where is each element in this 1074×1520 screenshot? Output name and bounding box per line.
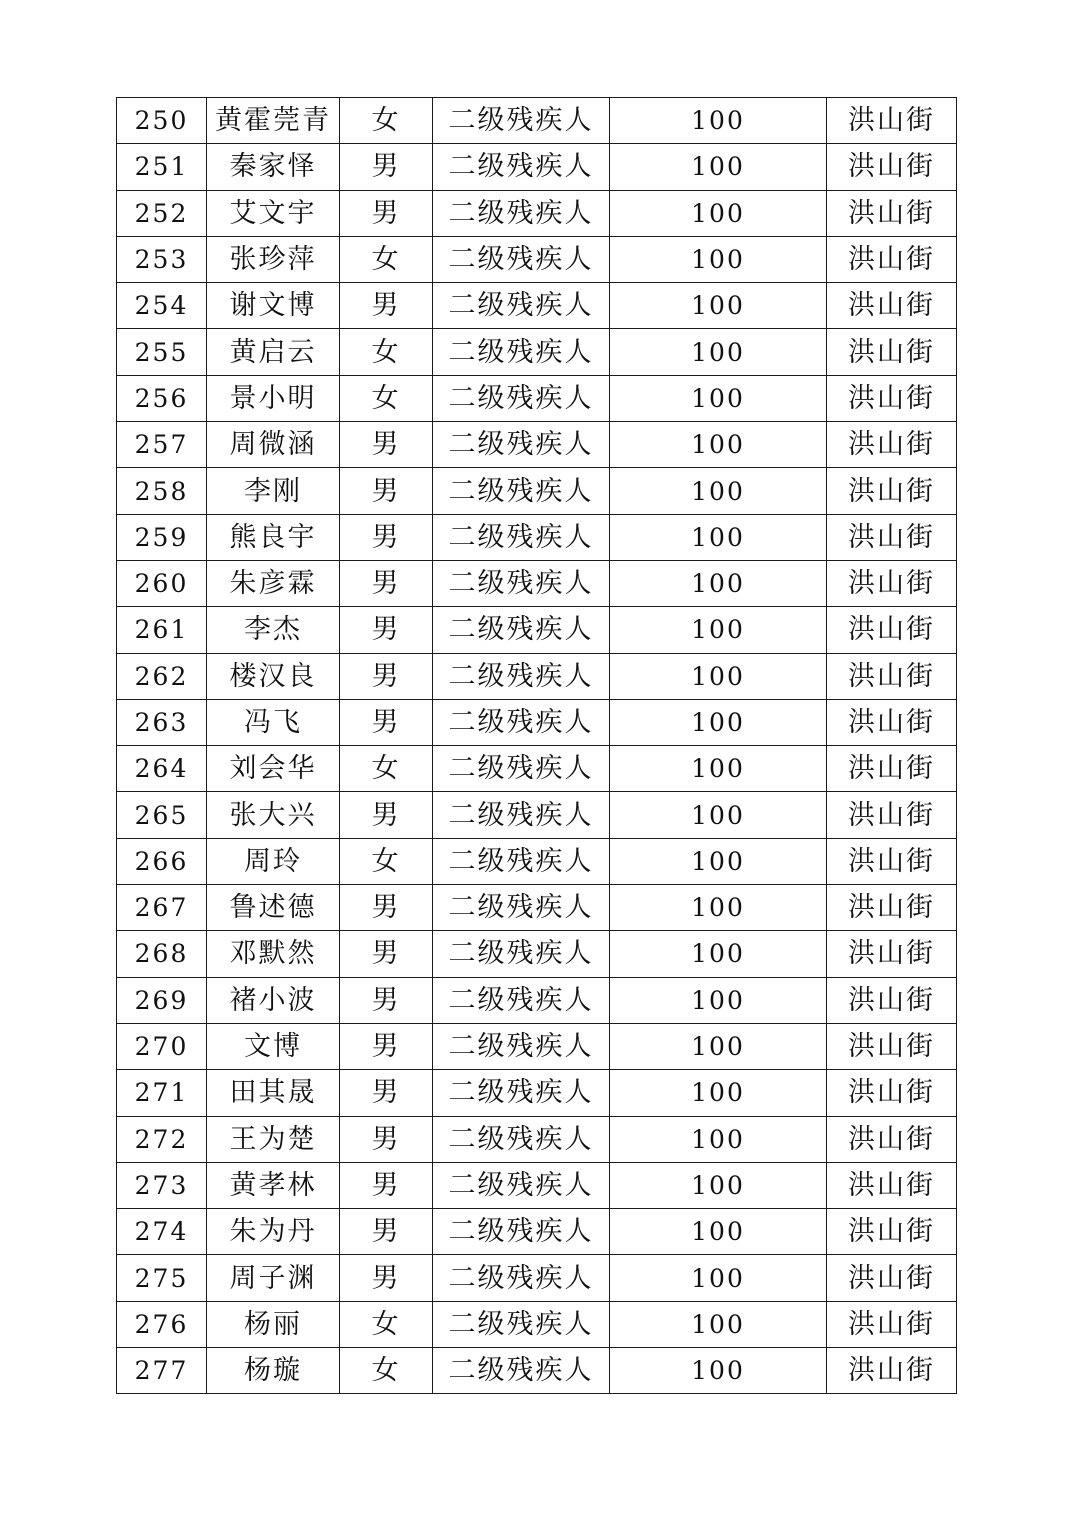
name-cell: 杨璇 <box>207 1348 340 1394</box>
table-row <box>117 1162 957 1208</box>
gender-cell: 男 <box>340 1255 433 1301</box>
name-cell: 朱彦霖 <box>207 560 340 606</box>
table-row <box>117 1070 957 1116</box>
name-cell: 李刚 <box>207 468 340 514</box>
table-row <box>117 653 957 699</box>
table-row <box>117 236 957 282</box>
row-number-cell: 277 <box>117 1348 207 1394</box>
table-row <box>117 699 957 745</box>
table-row <box>117 283 957 329</box>
table-row <box>117 1301 957 1347</box>
name-cell: 熊良宇 <box>207 514 340 560</box>
gender-cell: 女 <box>340 329 433 375</box>
disability-category-cell: 二级残疾人 <box>433 746 610 792</box>
table-row <box>117 1116 957 1162</box>
amount-cell: 100 <box>610 792 827 838</box>
row-number-cell: 253 <box>117 236 207 282</box>
street-cell: 洪山街 <box>827 144 957 190</box>
row-number-cell: 275 <box>117 1255 207 1301</box>
row-number-cell: 263 <box>117 699 207 745</box>
gender-cell: 男 <box>340 885 433 931</box>
row-number-cell: 250 <box>117 98 207 144</box>
table-row <box>117 838 957 884</box>
street-cell: 洪山街 <box>827 746 957 792</box>
gender-cell: 男 <box>340 1070 433 1116</box>
disability-category-cell: 二级残疾人 <box>433 1348 610 1394</box>
name-cell: 褚小波 <box>207 977 340 1023</box>
amount-cell: 100 <box>610 375 827 421</box>
amount-cell: 100 <box>610 1070 827 1116</box>
gender-cell: 男 <box>340 931 433 977</box>
gender-cell: 女 <box>340 375 433 421</box>
disability-category-cell: 二级残疾人 <box>433 1116 610 1162</box>
table-row <box>117 977 957 1023</box>
table-row <box>117 144 957 190</box>
table-row <box>117 375 957 421</box>
gender-cell: 女 <box>340 838 433 884</box>
street-cell: 洪山街 <box>827 329 957 375</box>
gender-cell: 男 <box>340 1023 433 1069</box>
gender-cell: 女 <box>340 236 433 282</box>
street-cell: 洪山街 <box>827 977 957 1023</box>
gender-cell: 女 <box>340 1301 433 1347</box>
name-cell: 张珍萍 <box>207 236 340 282</box>
amount-cell: 100 <box>610 977 827 1023</box>
disability-category-cell: 二级残疾人 <box>433 1070 610 1116</box>
street-cell: 洪山街 <box>827 699 957 745</box>
disability-category-cell: 二级残疾人 <box>433 699 610 745</box>
disability-category-cell: 二级残疾人 <box>433 838 610 884</box>
row-number-cell: 269 <box>117 977 207 1023</box>
amount-cell: 100 <box>610 283 827 329</box>
name-cell: 鲁述德 <box>207 885 340 931</box>
street-cell: 洪山街 <box>827 283 957 329</box>
street-cell: 洪山街 <box>827 190 957 236</box>
gender-cell: 女 <box>340 1348 433 1394</box>
street-cell: 洪山街 <box>827 1023 957 1069</box>
table-row <box>117 190 957 236</box>
row-number-cell: 257 <box>117 422 207 468</box>
amount-cell: 100 <box>610 931 827 977</box>
disability-category-cell: 二级残疾人 <box>433 977 610 1023</box>
amount-cell: 100 <box>610 98 827 144</box>
street-cell: 洪山街 <box>827 607 957 653</box>
name-cell: 谢文博 <box>207 283 340 329</box>
gender-cell: 男 <box>340 1209 433 1255</box>
row-number-cell: 266 <box>117 838 207 884</box>
name-cell: 李杰 <box>207 607 340 653</box>
disability-category-cell: 二级残疾人 <box>433 283 610 329</box>
row-number-cell: 267 <box>117 885 207 931</box>
disability-category-cell: 二级残疾人 <box>433 1023 610 1069</box>
gender-cell: 男 <box>340 977 433 1023</box>
disability-category-cell: 二级残疾人 <box>433 190 610 236</box>
table-row <box>117 746 957 792</box>
street-cell: 洪山街 <box>827 1301 957 1347</box>
amount-cell: 100 <box>610 653 827 699</box>
disability-category-cell: 二级残疾人 <box>433 375 610 421</box>
table-row <box>117 1209 957 1255</box>
amount-cell: 100 <box>610 468 827 514</box>
row-number-cell: 276 <box>117 1301 207 1347</box>
disability-category-cell: 二级残疾人 <box>433 560 610 606</box>
row-number-cell: 272 <box>117 1116 207 1162</box>
disability-category-cell: 二级残疾人 <box>433 514 610 560</box>
name-cell: 冯飞 <box>207 699 340 745</box>
disability-category-cell: 二级残疾人 <box>433 468 610 514</box>
disability-category-cell: 二级残疾人 <box>433 1301 610 1347</box>
table-row <box>117 1255 957 1301</box>
amount-cell: 100 <box>610 236 827 282</box>
disability-category-cell: 二级残疾人 <box>433 1162 610 1208</box>
disability-category-cell: 二级残疾人 <box>433 885 610 931</box>
amount-cell: 100 <box>610 190 827 236</box>
gender-cell: 男 <box>340 468 433 514</box>
street-cell: 洪山街 <box>827 1348 957 1394</box>
street-cell: 洪山街 <box>827 1070 957 1116</box>
disability-category-cell: 二级残疾人 <box>433 1255 610 1301</box>
row-number-cell: 256 <box>117 375 207 421</box>
row-number-cell: 251 <box>117 144 207 190</box>
amount-cell: 100 <box>610 560 827 606</box>
row-number-cell: 265 <box>117 792 207 838</box>
row-number-cell: 260 <box>117 560 207 606</box>
street-cell: 洪山街 <box>827 236 957 282</box>
amount-cell: 100 <box>610 838 827 884</box>
name-cell: 黄孝林 <box>207 1162 340 1208</box>
amount-cell: 100 <box>610 1023 827 1069</box>
street-cell: 洪山街 <box>827 560 957 606</box>
gender-cell: 女 <box>340 746 433 792</box>
table-row <box>117 329 957 375</box>
disability-category-cell: 二级残疾人 <box>433 653 610 699</box>
table-row <box>117 607 957 653</box>
table-row <box>117 514 957 560</box>
roster-body <box>117 98 957 1394</box>
name-cell: 周玲 <box>207 838 340 884</box>
street-cell: 洪山街 <box>827 98 957 144</box>
street-cell: 洪山街 <box>827 792 957 838</box>
row-number-cell: 264 <box>117 746 207 792</box>
gender-cell: 男 <box>340 422 433 468</box>
disability-category-cell: 二级残疾人 <box>433 144 610 190</box>
name-cell: 黄霍莞青 <box>207 98 340 144</box>
name-cell: 秦家怿 <box>207 144 340 190</box>
disability-category-cell: 二级残疾人 <box>433 931 610 977</box>
subsidy-roster-table <box>116 97 957 1394</box>
street-cell: 洪山街 <box>827 468 957 514</box>
name-cell: 景小明 <box>207 375 340 421</box>
amount-cell: 100 <box>610 1348 827 1394</box>
amount-cell: 100 <box>610 746 827 792</box>
row-number-cell: 268 <box>117 931 207 977</box>
disability-category-cell: 二级残疾人 <box>433 792 610 838</box>
row-number-cell: 258 <box>117 468 207 514</box>
gender-cell: 男 <box>340 607 433 653</box>
name-cell: 周子渊 <box>207 1255 340 1301</box>
street-cell: 洪山街 <box>827 931 957 977</box>
name-cell: 艾文宇 <box>207 190 340 236</box>
amount-cell: 100 <box>610 1301 827 1347</box>
name-cell: 楼汉良 <box>207 653 340 699</box>
amount-cell: 100 <box>610 514 827 560</box>
street-cell: 洪山街 <box>827 1255 957 1301</box>
disability-category-cell: 二级残疾人 <box>433 607 610 653</box>
row-number-cell: 262 <box>117 653 207 699</box>
gender-cell: 女 <box>340 98 433 144</box>
disability-category-cell: 二级残疾人 <box>433 422 610 468</box>
table-row <box>117 1348 957 1394</box>
amount-cell: 100 <box>610 1162 827 1208</box>
row-number-cell: 261 <box>117 607 207 653</box>
name-cell: 黄启云 <box>207 329 340 375</box>
row-number-cell: 259 <box>117 514 207 560</box>
table-row <box>117 792 957 838</box>
amount-cell: 100 <box>610 1255 827 1301</box>
amount-cell: 100 <box>610 607 827 653</box>
table-row <box>117 468 957 514</box>
gender-cell: 男 <box>340 190 433 236</box>
gender-cell: 男 <box>340 514 433 560</box>
row-number-cell: 273 <box>117 1162 207 1208</box>
disability-category-cell: 二级残疾人 <box>433 236 610 282</box>
row-number-cell: 270 <box>117 1023 207 1069</box>
gender-cell: 男 <box>340 283 433 329</box>
disability-category-cell: 二级残疾人 <box>433 1209 610 1255</box>
row-number-cell: 254 <box>117 283 207 329</box>
name-cell: 朱为丹 <box>207 1209 340 1255</box>
disability-category-cell: 二级残疾人 <box>433 329 610 375</box>
amount-cell: 100 <box>610 144 827 190</box>
gender-cell: 男 <box>340 1162 433 1208</box>
amount-cell: 100 <box>610 885 827 931</box>
gender-cell: 男 <box>340 792 433 838</box>
table-row <box>117 98 957 144</box>
amount-cell: 100 <box>610 1209 827 1255</box>
table-row <box>117 1023 957 1069</box>
table-row <box>117 422 957 468</box>
gender-cell: 男 <box>340 144 433 190</box>
name-cell: 周微涵 <box>207 422 340 468</box>
name-cell: 杨丽 <box>207 1301 340 1347</box>
amount-cell: 100 <box>610 329 827 375</box>
gender-cell: 男 <box>340 560 433 606</box>
street-cell: 洪山街 <box>827 653 957 699</box>
name-cell: 刘会华 <box>207 746 340 792</box>
gender-cell: 男 <box>340 653 433 699</box>
street-cell: 洪山街 <box>827 422 957 468</box>
street-cell: 洪山街 <box>827 1209 957 1255</box>
gender-cell: 男 <box>340 699 433 745</box>
street-cell: 洪山街 <box>827 885 957 931</box>
table-row <box>117 931 957 977</box>
disability-category-cell: 二级残疾人 <box>433 98 610 144</box>
gender-cell: 男 <box>340 1116 433 1162</box>
row-number-cell: 271 <box>117 1070 207 1116</box>
row-number-cell: 255 <box>117 329 207 375</box>
row-number-cell: 252 <box>117 190 207 236</box>
name-cell: 文博 <box>207 1023 340 1069</box>
table-row <box>117 560 957 606</box>
name-cell: 王为楚 <box>207 1116 340 1162</box>
table-row <box>117 885 957 931</box>
amount-cell: 100 <box>610 422 827 468</box>
name-cell: 邓默然 <box>207 931 340 977</box>
name-cell: 田其晟 <box>207 1070 340 1116</box>
street-cell: 洪山街 <box>827 838 957 884</box>
amount-cell: 100 <box>610 699 827 745</box>
street-cell: 洪山街 <box>827 1162 957 1208</box>
street-cell: 洪山街 <box>827 514 957 560</box>
row-number-cell: 274 <box>117 1209 207 1255</box>
amount-cell: 100 <box>610 1116 827 1162</box>
street-cell: 洪山街 <box>827 1116 957 1162</box>
street-cell: 洪山街 <box>827 375 957 421</box>
name-cell: 张大兴 <box>207 792 340 838</box>
